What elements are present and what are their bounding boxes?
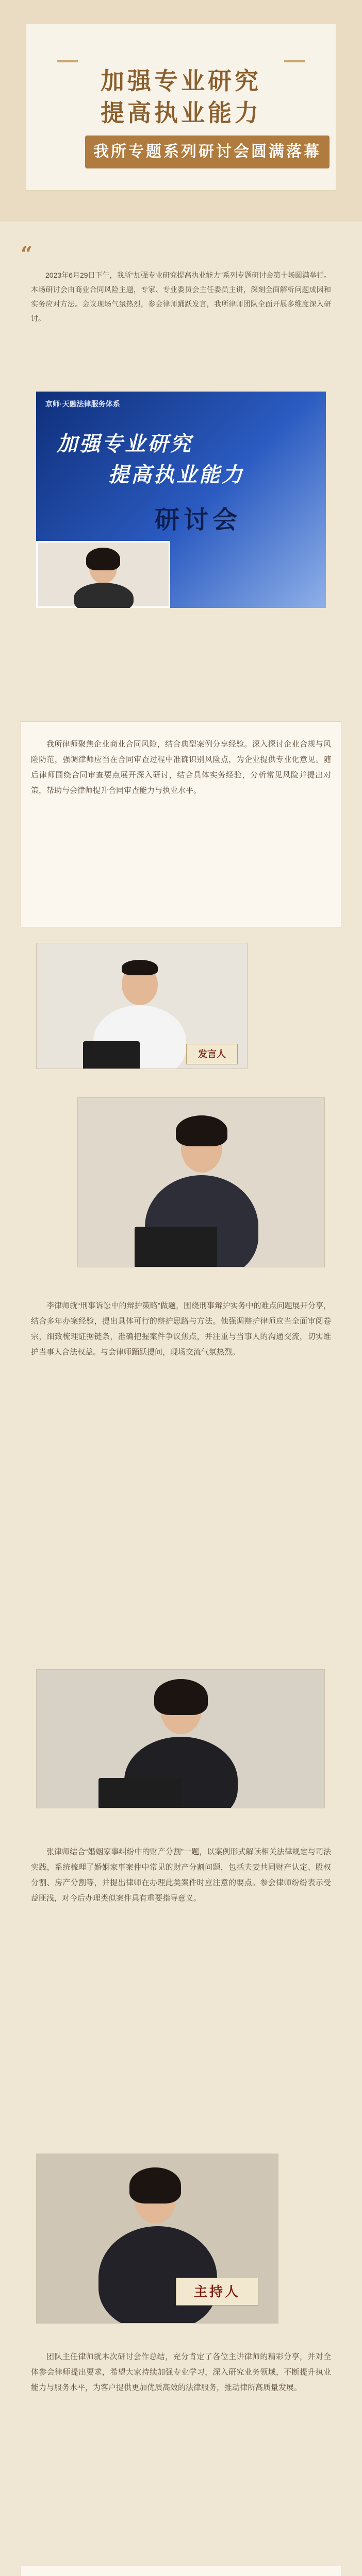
section-2-paragraph: 李律师就“刑事诉讼中的辩护策略”做题，围绕刑事辩护实务中的难点问题展开分享，结合多年办案经验，提出具体可行的辩护思路与方法。他强调辩护律师应当全面审阅卷宗，细致梳理证据链条，准确把握案件争议焦点，并注重与当事人的沟通交流，切实维护当事人合法权益。与会律师踊跃提问，现场交流气氛热烈。 <box>31 1301 331 1357</box>
hero-frame <box>26 24 336 191</box>
banner-line1: 加强专业研究 <box>57 432 193 456</box>
speaker-body <box>74 583 134 608</box>
speaker-photo-1 <box>36 943 248 1069</box>
speaker-hair <box>86 548 120 570</box>
banner-org: 京师·天融法律服务体系 <box>45 400 120 408</box>
speaker-3-hair <box>154 1679 208 1715</box>
quote-icon: “ <box>21 242 33 266</box>
hero-header <box>0 0 362 222</box>
laptop <box>98 1778 181 1808</box>
section-3-paragraph: 张律师结合“婚姻家事纠纷中的财产分割”一题，以案例形式解读相关法律规定与司法实践，系统梳理了婚姻家事案件中常见的财产分割问题，包括夫妻共同财产认定、股权分割、房产分割等，并提出律师在办理此类案件时应注意的要点。参会律师纷纷表示受益匪浅，对今后办理类似案件具有重要指导意义。 <box>31 1848 331 1903</box>
hero-title-line1: 加强专业研究 <box>101 67 261 95</box>
speaker-1-hair <box>122 960 158 975</box>
section-1-paragraph: 我所律师聚焦企业商业合同风险，结合典型案例分享经验。深入探讨企业合规与风险防范，强调律师应当在合同审查过程中准确识别风险点，为企业提供专业化意见。随后律师围绕合同审查要点展开深入研讨，结合具体实务经验，分析常见风险并提出对策，帮助与会律师提升合同审查能力与执业水平。 <box>31 740 331 795</box>
host-nameplate: 主持人 <box>176 2278 258 2306</box>
section-4-paragraph: 团队主任律师就本次研讨会作总结，充分肯定了各位主讲律师的精彩分享，并对全体参会律师提出要求，希望大家持续加强专业学习，深入研究业务领域，不断提升执业能力与服务水平，为客户提供更加优质高效的法律服务，推动律所高质量发展。 <box>31 2352 331 2392</box>
hero-badge: 我所专题系列研讨会圆满落幕 <box>85 135 330 168</box>
section-5-card <box>21 2566 341 2576</box>
banner-line3: 研讨会 <box>155 505 242 534</box>
laptop <box>83 1041 140 1069</box>
intro-paragraph: 2023年6月29日下午，我所“加强专业研究提高执业能力”系列专题研讨会第十场圆满举行。本场研讨会由商业合同风险主题，专家、专业委员会主任委员主讲，深刻全面解析问题成因和实务应对方法。会议现场气氛热烈，参会律师踊跃发言，我所律师团队全面开展多维度深入研讨。 <box>31 271 331 323</box>
laptop <box>135 1227 217 1267</box>
seminar-banner <box>36 392 326 608</box>
speaker-photo-2 <box>77 1097 325 1267</box>
banner-speaker-photo <box>36 541 170 608</box>
banner-line2: 提高执业能力 <box>108 463 244 487</box>
speaker-2-hair <box>176 1115 227 1146</box>
host-body <box>98 2226 217 2324</box>
nameplate: 发言人 <box>186 1044 238 1064</box>
host-hair <box>129 2167 181 2204</box>
hero-title-line2: 提高执业能力 <box>101 99 261 127</box>
speaker-photo-3 <box>36 1669 325 1808</box>
host-photo <box>36 2154 278 2324</box>
